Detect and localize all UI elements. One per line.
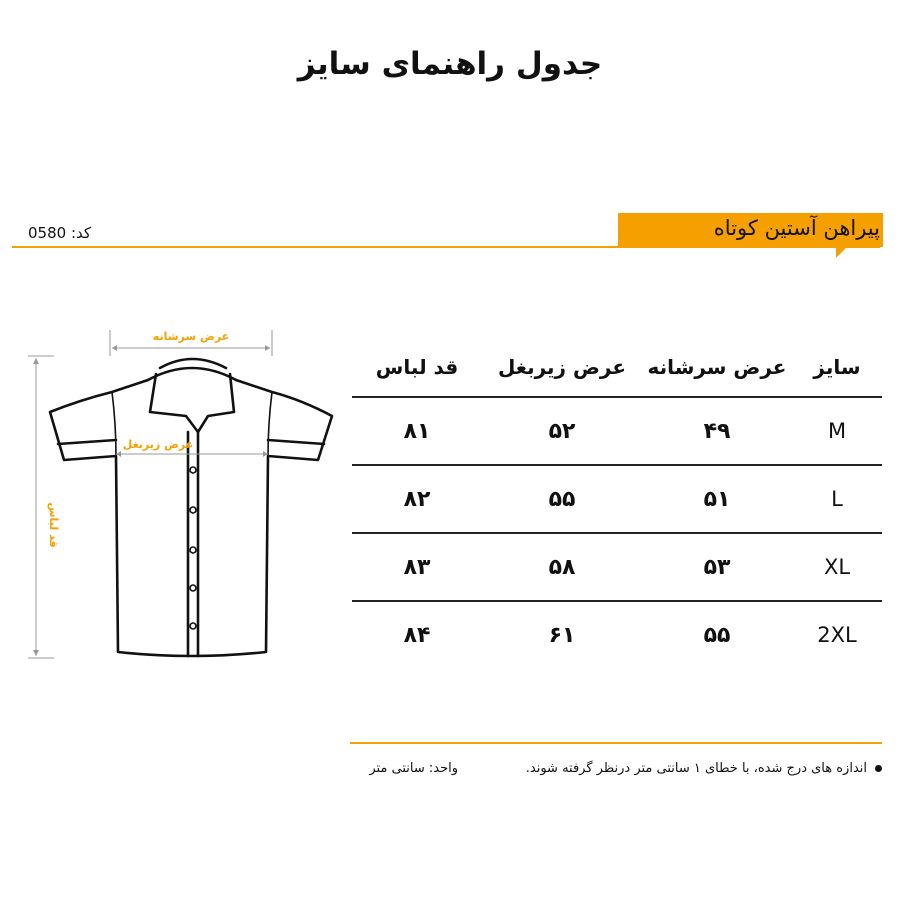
underarm-cell: ۶۱	[548, 622, 576, 648]
header-length: قد لباس	[352, 338, 482, 397]
footer-divider	[350, 742, 882, 744]
header-shoulder-width: عرض سرشانه	[642, 338, 792, 397]
table-row	[352, 397, 882, 465]
tolerance-note-text: اندازه های درج شده، با خطای ۱ سانتی متر درنظر گرفته شوند.	[525, 761, 867, 776]
bullet-icon	[875, 765, 882, 772]
shoulder-cell: ۵۱	[642, 465, 792, 533]
underarm-cell: ۵۸	[482, 533, 642, 601]
table-header-row	[352, 338, 882, 397]
size-cell: 2XL	[817, 623, 857, 647]
size-cell: L	[792, 465, 882, 533]
table-row	[352, 465, 882, 533]
table-row	[352, 533, 882, 601]
product-name: پیراهن آستین کوتاه	[713, 216, 880, 240]
size-table	[352, 338, 882, 668]
underarm-cell: ۵۵	[482, 465, 642, 533]
header-underarm-width: عرض زیربغل	[482, 338, 642, 397]
unit-note: واحد: سانتی متر	[369, 761, 458, 776]
shoulder-cell: ۵۳	[642, 533, 792, 601]
shoulder-cell: ۵۵	[703, 622, 731, 648]
length-cell: ۸۲	[352, 465, 482, 533]
header-size: سایز	[792, 338, 882, 397]
table-row	[352, 601, 882, 668]
length-cell: ۸۳	[352, 533, 482, 601]
shoulder-width-label: عرض سرشانه	[152, 330, 230, 343]
size-cell: XL	[792, 533, 882, 601]
shirt-diagram	[20, 320, 340, 670]
product-code-label: کد:	[70, 224, 92, 242]
page-title: جدول راهنمای سایز	[297, 46, 603, 82]
length-cell: ۸۴	[403, 622, 431, 648]
underarm-cell: ۵۲	[482, 397, 642, 465]
shoulder-cell: ۴۹	[642, 397, 792, 465]
length-cell: ۸۱	[352, 397, 482, 465]
underarm-width-label: عرض زیربغل	[122, 438, 194, 451]
size-cell: M	[792, 397, 882, 465]
length-label: قد لباس	[47, 502, 60, 548]
banner-tail	[836, 246, 848, 258]
tolerance-note	[470, 761, 882, 776]
product-code-value: 0580	[28, 224, 67, 242]
product-code	[24, 224, 91, 242]
